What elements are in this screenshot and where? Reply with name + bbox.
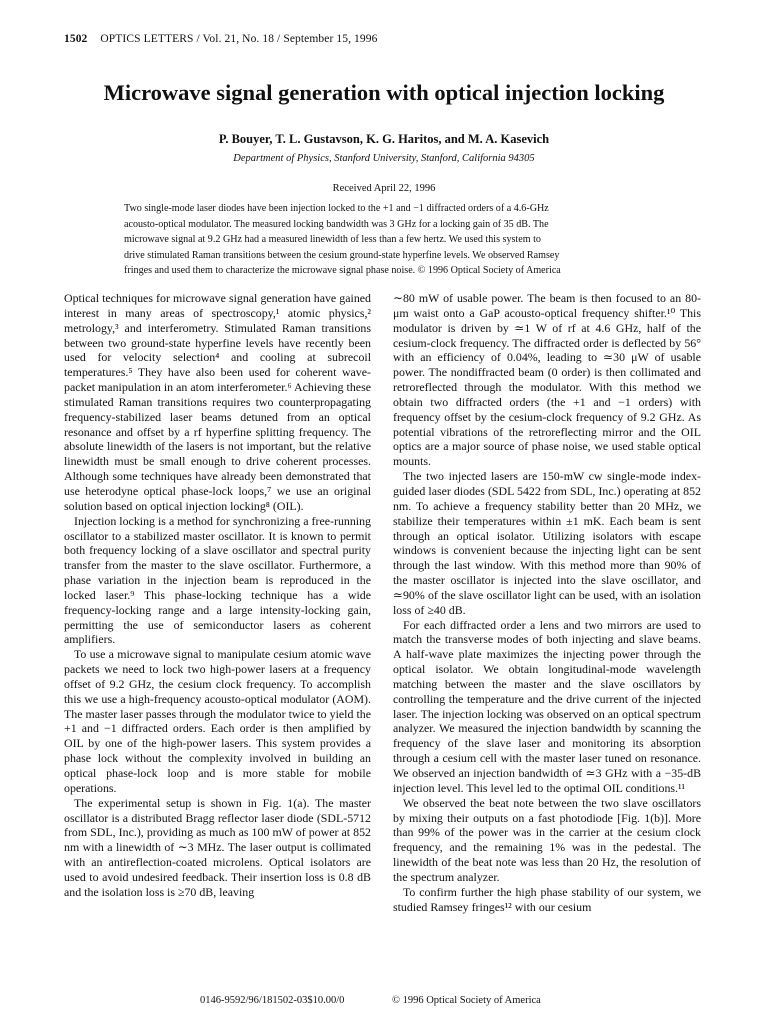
body-paragraph: Injection locking is a method for synchronizing a free-running oscillator to a stabilized master oscillator. It is known to permit both frequency locking of a slave oscillator and spectral purity transfer from the master to the slave oscillator. Furthermore, a phase variation in the injection beam is reproduced in the locked laser.⁹ This phase-locking technique has a wide frequency-locking range and a large intensity-locking gain, permitting the use of semiconductor lasers as coherent amplifiers.	[64, 513, 371, 647]
footer-copyright: © 1996 Optical Society of America	[392, 995, 541, 1006]
article-code: 0146-9592/96/181502-03$10.00/0	[200, 995, 345, 1006]
author-list: P. Bouyer, T. L. Gustavson, K. G. Haritos, and M. A. Kasevich	[218, 132, 550, 146]
abstract-line: microwave signal at 9.2 GHz had a measured linewidth of less than a few hertz. We used this system to	[124, 234, 541, 246]
journal-citation: OPTICS LETTERS / Vol. 21, No. 18 / September 15, 1996	[100, 33, 378, 45]
received-date: Received April 22, 1996	[332, 183, 436, 194]
abstract	[124, 201, 642, 279]
body-paragraph: The experimental setup is shown in Fig. 1(a). The master oscillator is a distributed Bragg reflector laser diode (SDL-5712 from SDL, Inc.), providing as much as 100 mW of power at 852 nm with a linewidth of ∼3 MHz. The laser output is collimated with an antireflection-coated microlens. Optical isolators are used to avoid undesired feedback. Their insertion loss is 0.8 dB and the isolation loss is ≥70 dB, leaving	[64, 795, 371, 899]
body-paragraph: To confirm further the high phase stability of our system, we studied Ramsey fringes¹² with our cesium	[393, 884, 701, 914]
body-paragraph: For each diffracted order a lens and two mirrors are used to match the transverse modes of both injecting and slave beams. A half-wave plate maximizes the injecting power through the optical isolator. We obtain longitudinal-mode wavelength matching between the master and the slave oscillators by controlling the temperature and the drive current of the injected laser. The injection locking was observed on an optical spectrum analyzer. We measured the injection bandwidth by scanning the frequency of the slave laser and monitoring its absorption through a cesium cell with the master laser tuned on resonance. We observed an injection bandwidth of ≃3 GHz with a −35-dB injection level. This level led to the optimal OIL conditions.¹¹	[393, 617, 701, 795]
body-paragraph: To use a microwave signal to manipulate cesium atomic wave packets we need to lock two high-power lasers at a frequency offset of 9.2 GHz, the cesium clock frequency. To accomplish this we use a high-frequency acousto-optical modulator (AOM). The master laser passes through the modulator twice to yield the +1 and −1 diffracted orders. Each order is then amplified by OIL by one of the high-power lasers. This system provides a phase lock without the complexity involved in building an optical phase-lock loop and is more stable for mobile operations.	[64, 647, 371, 795]
body-paragraph: The two injected lasers are 150-mW cw single-mode index-guided laser diodes (SDL 5422 from SDL, Inc.) operating at 852 nm. To achieve a frequency stability better than 20 MHz, we stabilize their temperatures within ±1 mK. Each beam is sent through an optical isolator. Utilizing isolators with escape windows is convenient because the injecting light can be sent through the last window. With this method more than 90% of the master oscillator is injected into the slave oscillator, and ≃90% of the slave oscillator light can be used, with an isolation loss of ≥40 dB.	[393, 469, 701, 617]
affiliation: Department of Physics, Stanford University, Stanford, California 94305	[233, 153, 535, 164]
body-paragraph: ∼80 mW of usable power. The beam is then focused to an 80-μm waist onto a GaP acousto-optical frequency shifter.¹⁰ This modulator is driven by ≃1 W of rf at 4.6 GHz, half of the cesium-clock frequency. The diffracted order is deflected by 56° with an efficiency of 0.04%, leading to ≃30 μW of usable power. The nondiffracted beam (0 order) is then collimated and retroreflected through the modulator. With this method we obtain two diffracted orders (the +1 and −1 orders) with frequency offset by the cesium-clock frequency of 9.2 GHz. As potential vibrations of the retroreflecting mirror and the OIL optics are a major source of phase noise, we used stable optical mounts.	[393, 291, 701, 469]
running-header	[64, 33, 377, 45]
abstract-line: drive stimulated Raman transitions between the cesium ground-state hyperfine levels. We observed Ramsey	[124, 249, 560, 261]
body-paragraph: Optical techniques for microwave signal generation have gained interest in many areas of spectroscopy,¹ atomic physics,² metrology,³ and interferometry. Stimulated Raman transitions between two ground-state hyperfine levels have recently been used for velocity selection⁴ and cooling at subrecoil temperatures.⁵ They have also been used for coherent wave-packet manipulation in an atom interferometer.⁶ Achieving these stimulated Raman transitions requires two counterpropagating frequency-stabilized laser beams detuned from an optical resonance and offset by a rf hyperfine splitting frequency. The absolute linewidth of the lasers is not important, but the relative linewidth must be small enough to drive coherent processes. Although some techniques have already been demonstrated that use heterodyne optical phase-lock loops,⁷ we use an original solution based on optical injection locking⁸ (OIL).	[64, 291, 371, 513]
right-column	[393, 291, 701, 914]
abstract-line: Two single-mode laser diodes have been injection locked to the +1 and −1 diffracted orders of a 4.6-GHz	[124, 203, 549, 214]
abstract-line: fringes and used them to characterize the microwave signal phase noise. © 1996 Optical Society of America	[124, 265, 561, 277]
body-paragraph: We observed the beat note between the two slave oscillators by mixing their outputs on a fast photodiode [Fig. 1(b)]. More than 99% of the power was in the carrier at the cesium clock frequency, and the remaining 1% was in the pedestal. The linewidth of the beat note was less than 20 Hz, the resolution of the spectrum analyzer.	[393, 795, 701, 884]
abstract-line: acousto-optical modulator. The measured locking bandwidth was 3 GHz for a locking gain of 35 dB. The	[124, 218, 549, 230]
left-column	[64, 291, 371, 900]
page-number: 1502	[64, 33, 88, 45]
paper-title: Microwave signal generation with optical injection locking	[103, 80, 665, 105]
